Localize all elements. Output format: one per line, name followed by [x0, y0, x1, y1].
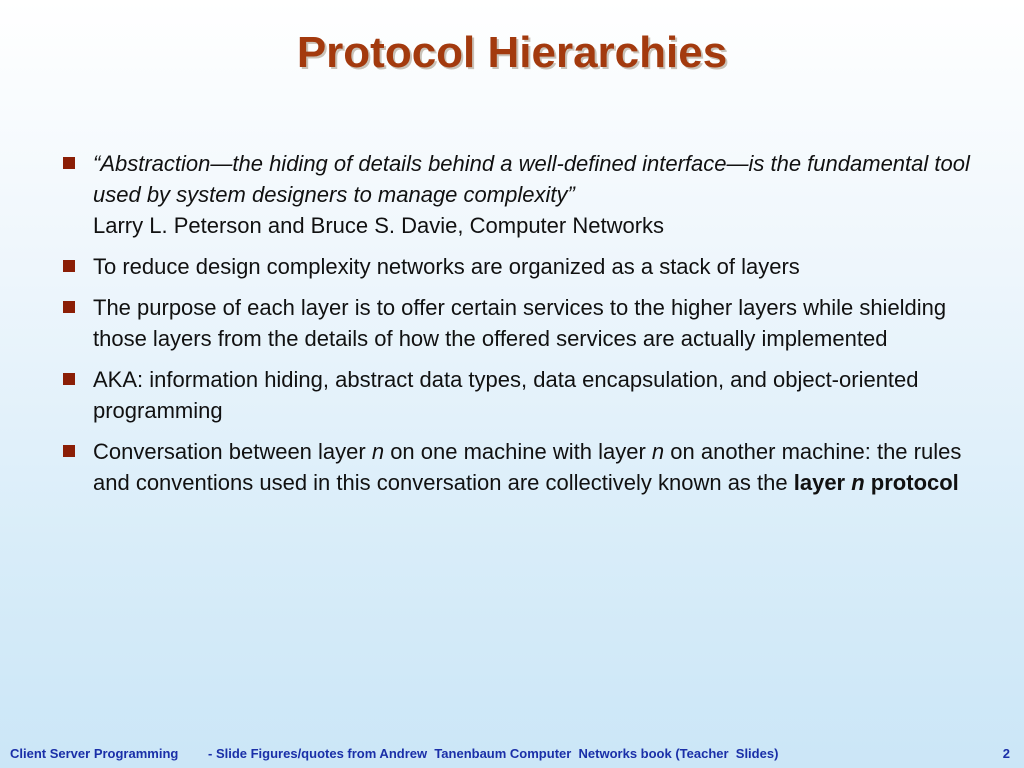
bold-italic-n: n	[851, 470, 865, 495]
footer-course-title: Client Server Programming	[10, 746, 179, 761]
bullet-text-part: Conversation between layer	[93, 439, 372, 464]
layer-n-protocol-term	[794, 470, 959, 495]
bullet-text: AKA: information hiding, abstract data types, data encapsulation, and object-oriented programming	[93, 367, 919, 423]
bullet-text: To reduce design complexity networks are organized as a stack of layers	[93, 254, 800, 279]
bold-protocol: protocol	[864, 470, 959, 495]
slide-title: Protocol Hierarchies	[296, 28, 728, 77]
slide-footer	[0, 744, 1024, 764]
footer-source-note: - Slide Figures/quotes from Andrew Tanenbaum Computer Networks book (Teacher Slides)	[208, 746, 779, 761]
bold-layer: layer	[793, 470, 852, 495]
bullet-text-part: on another machine: the rules and conventions used in this conversation are collectively known as the	[93, 439, 962, 495]
bullet-list	[62, 148, 982, 508]
bullet-text-part: on one machine with layer	[384, 439, 652, 464]
square-bullet-icon	[63, 373, 75, 385]
footer-page-number: 2	[1002, 746, 1010, 761]
layer-n-italic: n	[371, 439, 385, 464]
square-bullet-icon	[63, 260, 75, 272]
quote-citation: Larry L. Peterson and Bruce S. Davie, Computer Networks	[93, 213, 665, 238]
bullet-item-quote	[62, 148, 982, 241]
bullet-item-conversation	[62, 436, 982, 498]
square-bullet-icon	[63, 445, 75, 457]
bullet-item-purpose	[62, 292, 982, 354]
square-bullet-icon	[63, 157, 75, 169]
bullet-text: The purpose of each layer is to offer certain services to the higher layers while shielding those layers from the details of how the offered services are actually implemented	[93, 295, 947, 351]
square-bullet-icon	[63, 301, 75, 313]
layer-n-italic: n	[651, 439, 665, 464]
bullet-item-stack	[62, 251, 982, 282]
bullet-item-aka	[62, 364, 982, 426]
abstraction-quote: “Abstraction—the hiding of details behind a well-defined interface—is the fundamental tool used by system designers to manage complexity”	[93, 151, 970, 207]
